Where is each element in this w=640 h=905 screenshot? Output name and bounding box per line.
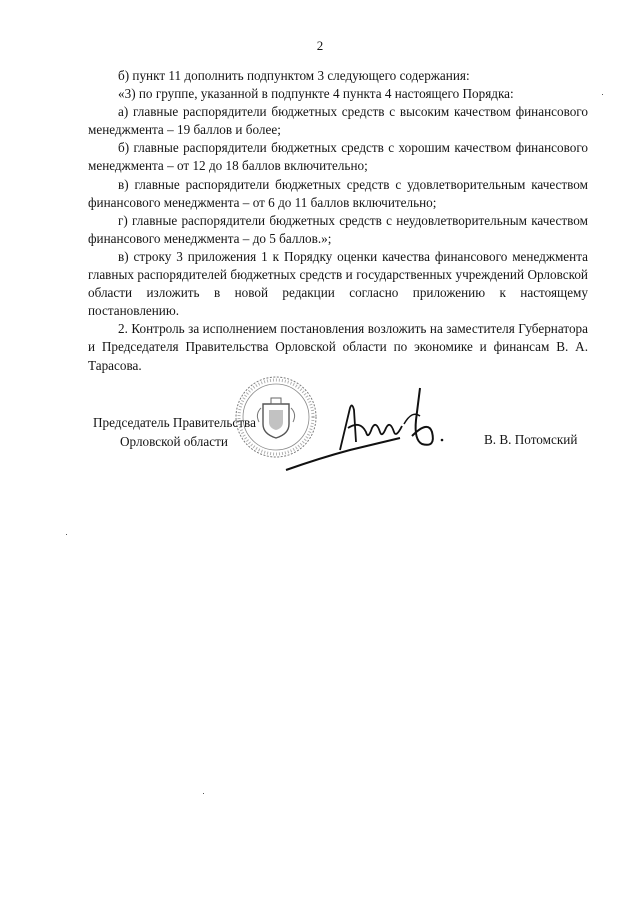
paragraph-item-b: б) пункт 11 дополнить подпунктом 3 следующего содержания: xyxy=(118,68,470,83)
paragraph-group-v: в) главные распорядители бюджетных средств с удовлетворительным качеством финансового менеджмента – от 6 до 11 баллов включительно; xyxy=(88,176,588,210)
page-number: 2 xyxy=(316,38,324,53)
scan-speck xyxy=(66,534,67,535)
position-line-2: Орловской области xyxy=(120,434,228,449)
document-body xyxy=(88,67,588,375)
paragraph-group-a: а) главные распорядители бюджетных средств с высоким качеством финансового менеджмента – 19 баллов и более; xyxy=(88,104,588,138)
paragraph-appendix-row: в) строку 3 приложения 1 к Порядку оценки качества финансового менеджмента главных распорядителей бюджетных средств и государственных учреждений Орловской области изложить в новой редакции согласно приложению к настоящему постановлению. xyxy=(88,248,588,319)
handwritten-signature-icon xyxy=(280,380,450,480)
scan-speck xyxy=(203,793,204,794)
paragraph-subpoint-3: «3) по группе, указанной в подпункте 4 пункта 4 настоящего Порядка: xyxy=(118,86,514,102)
paragraph-group-g: г) главные распорядители бюджетных средств с неудовлетворительным качеством финансового менеджмента – до 5 баллов.»; xyxy=(88,212,588,246)
paragraph-group-b: б) главные распорядители бюджетных средств с хорошим качеством финансового менеджмента – от 12 до 18 баллов включительно; xyxy=(88,140,588,174)
signatory-name: В. В. Потомский xyxy=(484,432,578,447)
scan-speck xyxy=(602,94,603,95)
paragraph-control: 2. Контроль за исполнением постановления возложить на заместителя Губернатора и Председателя Правительства Орловской области по экономике и финансам В. А. Тарасова. xyxy=(88,321,588,373)
signatory-position xyxy=(93,413,256,451)
position-line-1: Председатель Правительства xyxy=(93,415,256,430)
